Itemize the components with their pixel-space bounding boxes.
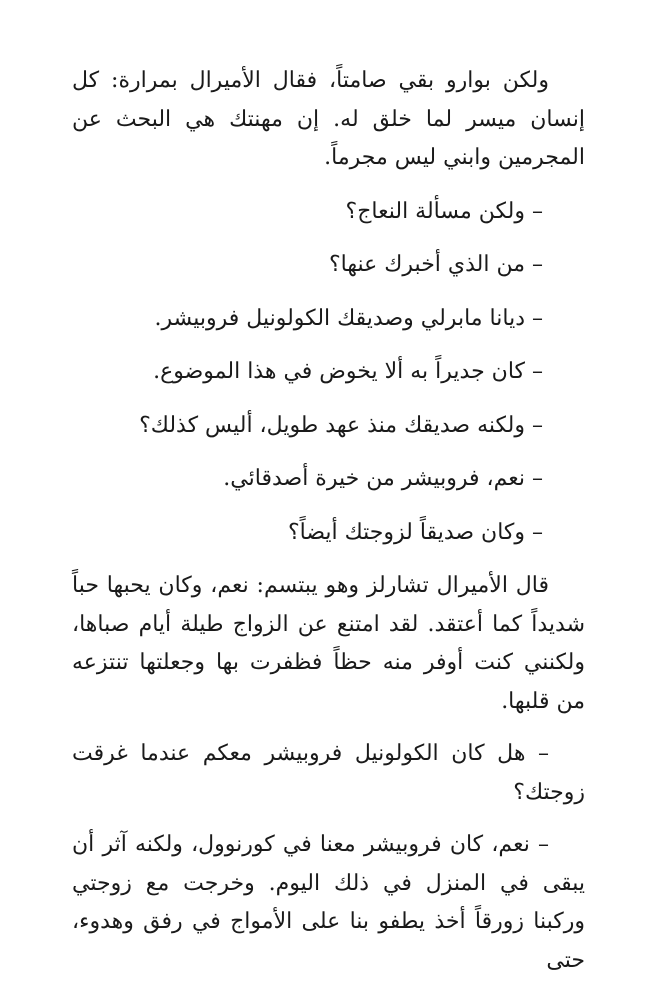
dialogue-line: – نعم، فروبيشر من خيرة أصدقائي. [223, 466, 543, 491]
narrative-paragraph: قال الأميرال تشارلز وهو يبتسم: نعم، وكان يحبها حباً شديداً كما أعتقد. لقد امتنع عن الزواج طيلة أيام صباها، ولكنني كنت أوفر منه حظاً فظفرت بها وجعلتها تنتزعه من قلبها. [72, 573, 585, 714]
dialogue-line: – وكان صديقاً لزوجتك أيضاً؟ [287, 519, 543, 545]
dialogue-paragraph: – نعم، كان فروبيشر معنا في كورنوول، ولكنه آثر أن يبقى في المنزل في ذلك اليوم. وخرجت مع زوجتي وركبنا زورقاً أخذ يطفو بنا على الأمواج في رفق وهدوء، حتى [72, 832, 585, 973]
dialogue-line: – ولكن مسألة النعاج؟ [345, 198, 543, 224]
dialogue-line: – كان جديراً به ألا يخوض في هذا الموضوع. [153, 359, 543, 384]
narrative-paragraph: ولكن بوارو بقي صامتاً، فقال الأميرال بمرارة: كل إنسان ميسر لما خلق له. إن مهنتك هي البحث عن المجرمين وابني ليس مجرماً. [72, 68, 585, 170]
dialogue-paragraph: – هل كان الكولونيل فروبيشر معكم عندما غرقت زوجتك؟ [72, 741, 585, 805]
dialogue-line: – من الذي أخبرك عنها؟ [329, 252, 543, 277]
dialogue-line: – ديانا مابرلي وصديقك الكولونيل فروبيشر. [154, 305, 543, 331]
book-page [72, 62, 585, 980]
dialogue-line: – ولكنه صديقك منذ عهد طويل، أليس كذلك؟ [139, 412, 543, 438]
